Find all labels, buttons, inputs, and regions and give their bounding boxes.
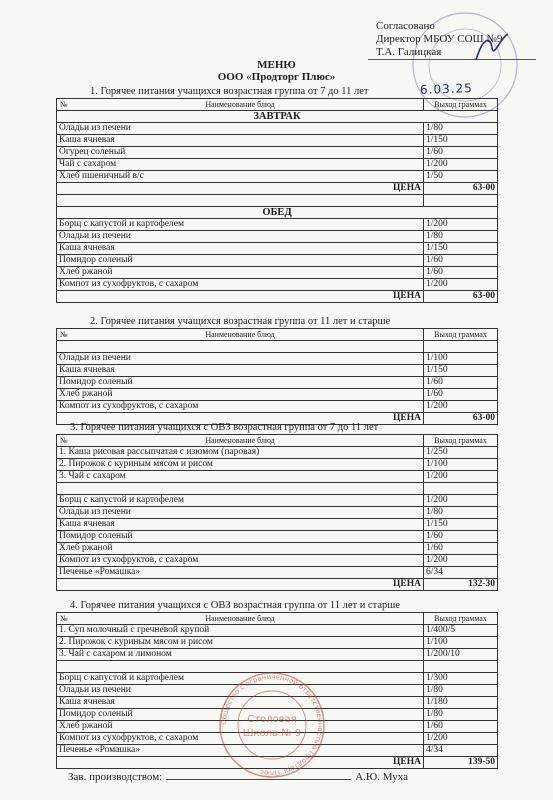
stamp-ring-text: Общество с ограниченной ответственностью Продторг Плюс: [219, 672, 325, 778]
approval-line1: Согласовано: [376, 20, 435, 32]
price-label: ЦЕНА: [57, 291, 424, 303]
table-row: Печенье «Ромашка» 6/34: [57, 567, 498, 579]
table-row: Каша ячневая 1/150: [57, 519, 498, 531]
footer-signature: [68, 769, 408, 783]
header-name: Наименование блюд: [205, 100, 275, 109]
table-row: Компот из сухофруктов, с сахаром 1/200: [57, 279, 498, 291]
company-name: ООО «Продторг Плюс»: [217, 71, 336, 83]
table-row: Чай с сахаром 1/200: [57, 159, 498, 171]
approval-date: 6.03.25: [419, 81, 474, 97]
table-row: Хлеб ржаной 1/60: [57, 389, 498, 401]
table-row: Компот из сухофруктов, с сахаром 1/200: [57, 555, 498, 567]
table-row: Помидор соленый 1/60: [57, 255, 498, 267]
company-stamp: [202, 670, 342, 780]
table-row: 1. Каша рисовая рассыпчатая с изюмом (паровая) 1/250: [57, 447, 498, 459]
table-header: № Наименование блюд Выход граммах: [57, 329, 498, 341]
table-row: Хлеб пшеничный в/с 1/50: [57, 171, 498, 183]
table-row: Оладьи из печени 1/80: [57, 231, 498, 243]
price-value: 63-00: [424, 183, 498, 195]
header-yield: Выход граммах: [424, 99, 498, 111]
table-row: Каша ячневая 1/180: [57, 697, 498, 709]
table-row: Огурец соленый 1/60: [57, 147, 498, 159]
table-row: Борщ с капустой и картофелем 1/300: [57, 673, 498, 685]
price-row: [57, 291, 498, 303]
section-2-title: 2. Горячее питания учащихся возрастная группа от 11 лет и старше: [90, 316, 391, 327]
table-row: 2. Пирожок с куриным мясом и рисом 1/100: [57, 637, 498, 649]
price-label: ЦЕНА: [57, 183, 424, 195]
table-row: 3. Чай с сахаром 1/200: [57, 471, 498, 483]
table-row: Оладьи из печени 1/100: [57, 353, 498, 365]
section-1-table: [56, 98, 498, 303]
table-row: Оладьи из печени 1/80: [57, 507, 498, 519]
section-1-title: 1. Горячее питания учащихся возрастная группа от 7 до 11 лет: [90, 86, 369, 97]
approval-line2: Директор МБОУ СОШ №9: [376, 33, 503, 45]
table-row: Печенье «Ромашка» 4/34: [57, 745, 498, 757]
table-row: Помидор соленый 1/80: [57, 709, 498, 721]
table-row: 1. Суп молочный с гречневой крупой 1/400/5: [57, 625, 498, 637]
meal-title: ОБЕД: [57, 207, 498, 219]
table-row: Каша ячневая 1/150: [57, 243, 498, 255]
table-row: Оладьи из печени 1/80: [57, 685, 498, 697]
table-row: Каша ячневая 1/150: [57, 365, 498, 377]
table-row: Помидор соленый 1/60: [57, 531, 498, 543]
footer-label: Зав. производством:: [68, 771, 163, 783]
price-row: ЦЕНА 139-50: [57, 757, 498, 769]
table-row: 3. Чай с сахаром и лимоном 1/200/10: [57, 649, 498, 661]
table-row: Компот из сухофруктов, с сахаром 1/200: [57, 733, 498, 745]
footer-name: А.Ю. Муха: [355, 771, 408, 783]
table-row: Борщ с капустой и картофелем 1/200: [57, 495, 498, 507]
table-header: № Наименование блюд Выход граммах: [57, 435, 498, 447]
table-row: Оладьи из печени 1/80: [57, 123, 498, 135]
section-3-title: 3. Горячее питания учащихся с ОВЗ возрастная группа от 7 до 11 лет: [70, 422, 379, 433]
table-row: Каша ячневая 1/150: [57, 135, 498, 147]
table-header: [57, 99, 498, 111]
table-row: Хлеб ржаной 1/60: [57, 267, 498, 279]
section-4-title: 4. Горячее питания учащихся с ОВЗ возрастная группа от 11 лет и старше: [70, 600, 401, 611]
meal-title: ЗАВТРАК: [57, 111, 498, 123]
page-title: МЕНЮ: [257, 59, 296, 71]
section-3-table: [56, 434, 498, 591]
price-row: ЦЕНА 63-00: [57, 413, 498, 425]
section-2-table: [56, 328, 498, 425]
approval-line3: Т.А. Галицкая: [376, 46, 442, 58]
table-row: Помидор соленый 1/60: [57, 377, 498, 389]
header-num: №: [60, 100, 68, 109]
signature-line: [166, 769, 351, 780]
table-row: Компот из сухофруктов, с сахаром 1/200: [57, 401, 498, 413]
stamp-line1: Столовая: [247, 714, 297, 725]
price-row: ЦЕНА 132-30: [57, 579, 498, 591]
price-value: 63-00: [424, 291, 498, 303]
table-row: Хлеб ржаной 1/60: [57, 543, 498, 555]
table-header: № Наименование блюд Выход граммах: [57, 613, 498, 625]
table-row: 2. Пирожок с куриным мясом и рисом 1/100: [57, 459, 498, 471]
price-row: [57, 183, 498, 195]
table-row: Хлеб ржаной 1/60: [57, 721, 498, 733]
stamp-line2: Школа № 9: [242, 728, 302, 739]
table-row: Борщ с капустой и картофелем 1/200: [57, 219, 498, 231]
